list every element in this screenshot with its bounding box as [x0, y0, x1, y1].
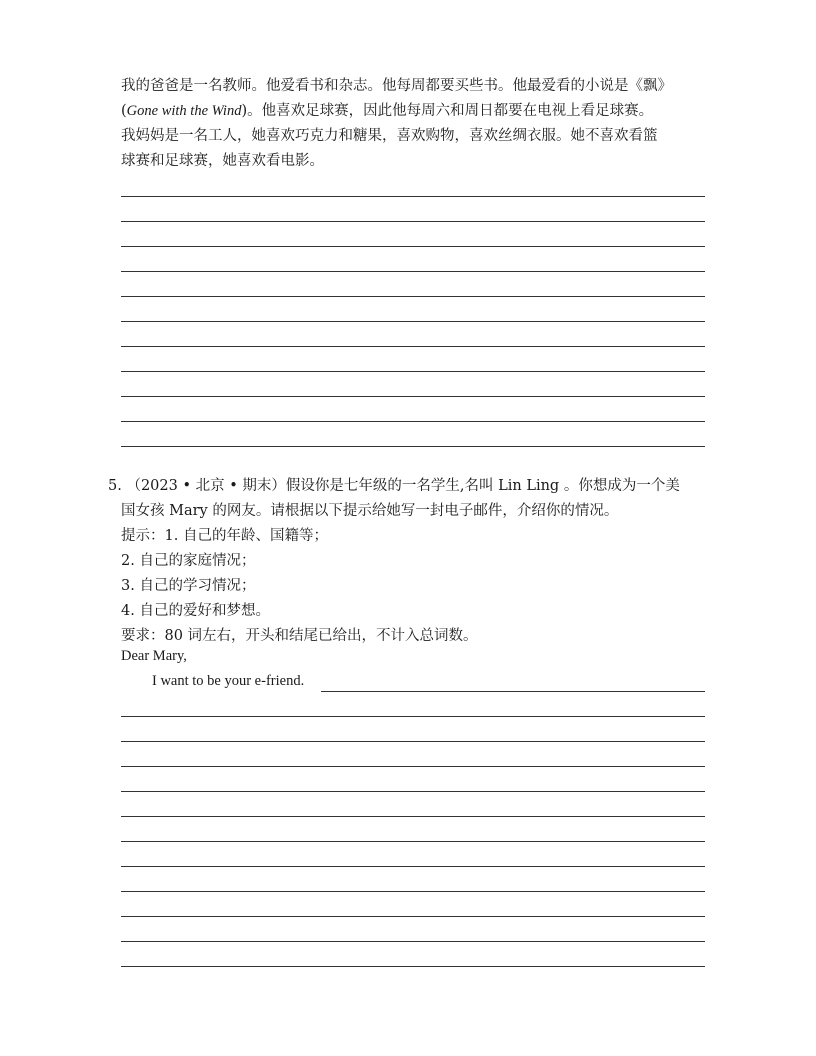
- hint-2: 2. 自己的家庭情况；: [121, 553, 256, 569]
- answer-line[interactable]: [121, 321, 705, 322]
- hint-1: 提示：1. 自己的年龄、国籍等；: [121, 528, 328, 544]
- answer-line[interactable]: [121, 741, 705, 742]
- writing-prompt-passage: [121, 74, 721, 174]
- answer-line[interactable]: [121, 346, 705, 347]
- passage-line-3: 我妈妈是一名工人，她喜欢巧克力和糖果，喜欢购物，喜欢丝绸衣服。她不喜欢看篮: [121, 128, 658, 144]
- answer-line[interactable]: [121, 296, 705, 297]
- answer-line[interactable]: [121, 446, 705, 447]
- answer-line[interactable]: [121, 221, 705, 222]
- passage-line-2: [121, 99, 721, 124]
- question-5-line-2: 国女孩 Mary 的网友。请根据以下提示给她写一封电子邮件，介绍你的情况。: [121, 503, 619, 519]
- passage-line-4: 球赛和足球赛，她喜欢看电影。: [121, 153, 324, 169]
- answer-line[interactable]: [121, 371, 705, 372]
- hint-3: 3. 自己的学习情况；: [121, 578, 256, 594]
- answer-line[interactable]: [121, 816, 705, 817]
- answer-line[interactable]: [121, 916, 705, 917]
- requirement: 要求：80 词左右，开头和结尾已给出，不计入总词数。: [121, 628, 478, 644]
- answer-line[interactable]: [121, 766, 705, 767]
- answer-line[interactable]: [121, 866, 705, 867]
- answer-line[interactable]: [121, 716, 705, 717]
- novel-title: Gone with the Wind: [126, 103, 242, 119]
- answer-line[interactable]: [121, 891, 705, 892]
- answer-line[interactable]: [121, 841, 705, 842]
- letter-starter: I want to be your e-friend.: [152, 673, 305, 689]
- answer-line[interactable]: [121, 421, 705, 422]
- passage-paren-open: (: [121, 103, 127, 119]
- answer-line[interactable]: [121, 941, 705, 942]
- passage-line-1: 我的爸爸是一名教师。他爱看书和杂志。他每周都要买些书。他最爱看的小说是《飘》: [121, 78, 672, 94]
- answer-line[interactable]: [121, 396, 705, 397]
- answer-line[interactable]: [121, 966, 705, 967]
- starter-answer-line[interactable]: [321, 691, 705, 692]
- hint-4: 4. 自己的爱好和梦想。: [121, 603, 270, 619]
- answer-line[interactable]: [121, 271, 705, 272]
- question-5: [108, 474, 728, 649]
- answer-line[interactable]: [121, 246, 705, 247]
- answer-line[interactable]: [121, 791, 705, 792]
- passage-line-2-rest: )。他喜欢足球赛，因此他每周六和周日都要在电视上看足球赛。: [241, 103, 654, 119]
- question-5-line-1: 5. （2023 • 北京 • 期末）假设你是七年级的一名学生,名叫 Lin Ling 。你想成为一个美: [108, 478, 680, 494]
- answer-line[interactable]: [121, 196, 705, 197]
- letter-greeting: Dear Mary,: [121, 648, 187, 664]
